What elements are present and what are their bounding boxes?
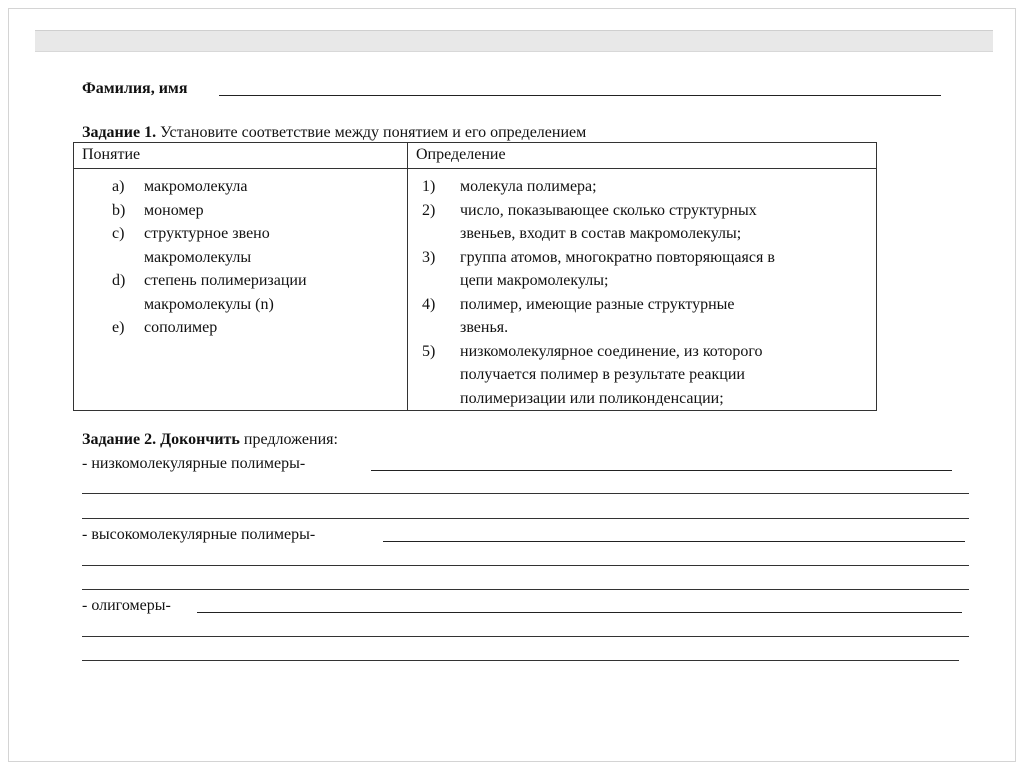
definition-line: полимер, имеющие разные структурные	[460, 295, 735, 313]
definition-line: число, показывающее сколько структурных	[460, 201, 757, 219]
answer-line	[82, 660, 959, 661]
definition-line: звеньев, входит в состав макромолекулы;	[460, 225, 742, 242]
task1-heading	[82, 123, 586, 143]
task2-heading-bold: Задание 2. Докончить	[82, 431, 240, 448]
answer-line	[82, 565, 969, 566]
answer-line	[82, 589, 969, 590]
concept-item-c	[112, 222, 403, 269]
definition-text	[460, 340, 763, 411]
table-body-row	[74, 169, 877, 411]
concept-text	[144, 222, 270, 269]
definition-item-1	[422, 175, 868, 199]
concept-marker: b)	[112, 201, 126, 219]
concept-item-e	[112, 316, 403, 340]
task1-heading-bold: Задание 1.	[82, 124, 157, 141]
definition-marker: 4)	[422, 295, 436, 313]
definition-line: молекула полимера;	[460, 178, 597, 195]
definition-text	[460, 293, 735, 340]
concept-item-d	[112, 269, 403, 316]
definition-line: группа атомов, многократно повторяющаяся в	[460, 248, 775, 266]
concept-marker: d)	[112, 272, 126, 289]
concept-line: сополимер	[144, 319, 218, 336]
concept-text	[144, 269, 307, 316]
definition-column-header: Определение	[408, 143, 877, 169]
answer-line	[82, 636, 969, 637]
definition-marker: 3)	[422, 248, 436, 266]
matching-table	[73, 142, 877, 411]
concept-column-header: Понятие	[74, 143, 408, 169]
concepts-cell	[74, 169, 408, 411]
task2-item-oligomers: - олигомеры-	[82, 597, 171, 614]
definition-text	[460, 199, 757, 246]
concept-line: макромолекулы	[144, 248, 252, 266]
concept-text	[144, 199, 204, 223]
definition-marker: 2)	[422, 201, 436, 219]
definition-item-4	[422, 293, 868, 340]
definition-item-5	[422, 340, 868, 411]
task2-item-low-molecular: - низкомолекулярные полимеры-	[82, 455, 306, 472]
definition-line: низкомолекулярное соединение, из которого	[460, 342, 763, 360]
concept-line: макромолекула	[144, 178, 248, 195]
answer-line	[82, 493, 969, 494]
definition-line: звенья.	[460, 319, 509, 336]
definition-marker: 5)	[422, 342, 436, 360]
task2-heading	[82, 430, 338, 450]
table-header-row	[74, 143, 877, 169]
definition-marker: 1)	[422, 178, 436, 195]
concept-line: мономер	[144, 201, 204, 219]
name-label: Фамилия, имя	[82, 80, 188, 97]
concept-marker: a)	[112, 178, 125, 195]
concept-item-a	[112, 175, 403, 199]
definition-text	[460, 175, 597, 199]
answer-line	[197, 612, 962, 613]
task2-heading-text: предложения:	[239, 431, 338, 448]
definitions-cell	[408, 169, 877, 411]
top-toolbar-strip	[35, 30, 993, 52]
definition-line: полимеризации или поликонденсации;	[460, 389, 724, 407]
task2-item-high-molecular: - высокомолекулярные полимеры-	[82, 526, 316, 543]
definition-line: получается полимер в результате реакции	[460, 366, 745, 383]
answer-line	[383, 541, 965, 542]
answer-line	[82, 518, 969, 519]
name-answer-line	[219, 95, 941, 96]
concept-text	[144, 316, 217, 340]
concept-text	[144, 175, 248, 199]
task1-heading-text: Установите соответствие между понятием и его определением	[156, 124, 587, 141]
concept-line: макромолекулы (n)	[144, 295, 274, 313]
concept-marker: e)	[112, 319, 125, 336]
definition-item-2	[422, 199, 868, 246]
definition-item-3	[422, 246, 868, 293]
definition-text	[460, 246, 775, 293]
concept-line: структурное звено	[144, 225, 270, 242]
definition-line: цепи макромолекулы;	[460, 272, 609, 289]
concept-marker: c)	[112, 225, 125, 242]
concept-item-b	[112, 199, 403, 223]
concept-line: степень полимеризации	[144, 272, 307, 289]
answer-line	[371, 470, 952, 471]
